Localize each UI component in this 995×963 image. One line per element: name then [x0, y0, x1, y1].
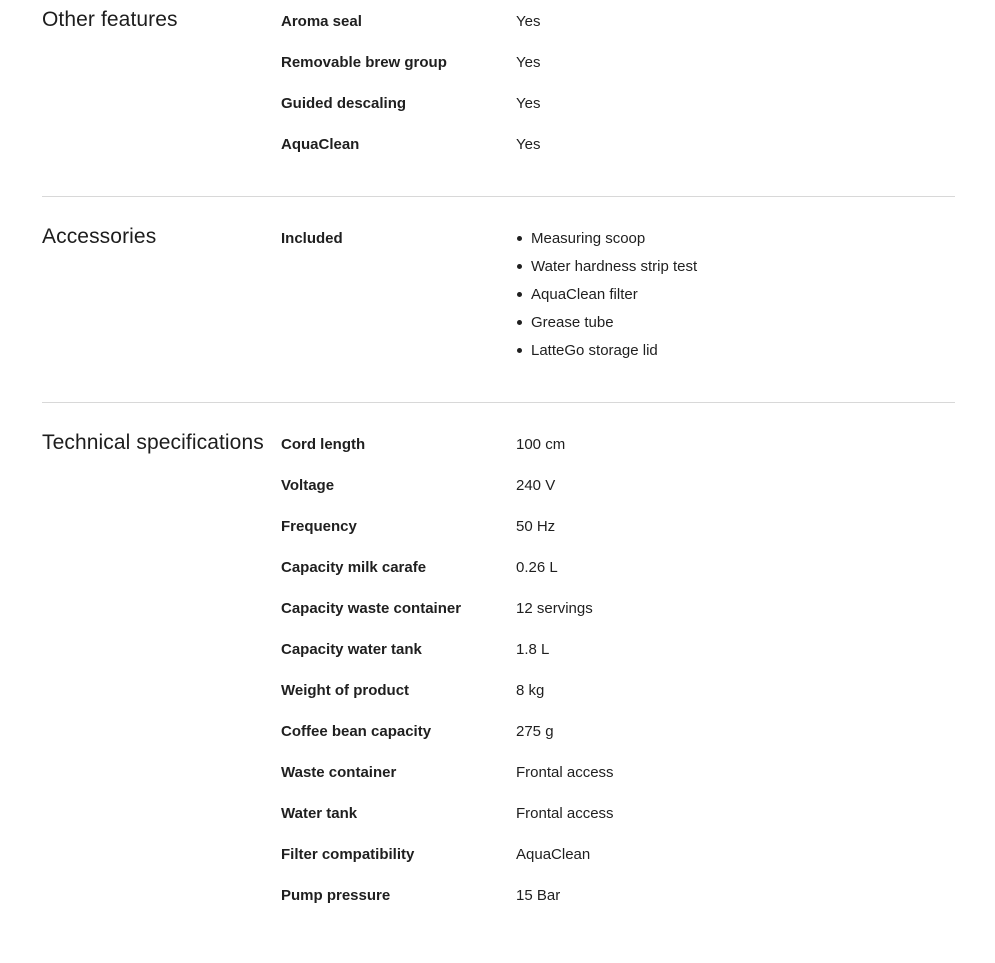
- spec-label: Pump pressure: [281, 887, 391, 904]
- spec-value: AquaClean: [516, 846, 591, 863]
- spec-value: 1.8 L: [516, 641, 550, 658]
- spec-row: [281, 135, 955, 154]
- spec-value: Frontal access: [516, 764, 614, 781]
- list-item: [516, 229, 955, 248]
- section-other-features: [42, 0, 955, 196]
- spec-label: Cord length: [281, 436, 366, 453]
- list-item-label: LatteGo storage lid: [531, 342, 658, 359]
- spec-value: Yes: [516, 95, 541, 112]
- spec-label: Capacity water tank: [281, 641, 422, 658]
- spec-value: Yes: [516, 13, 541, 30]
- spec-rows: [281, 12, 955, 154]
- spec-value: [516, 229, 955, 360]
- spec-row: [281, 763, 955, 782]
- spec-label: Capacity milk carafe: [281, 559, 427, 576]
- spec-value: 12 servings: [516, 600, 593, 617]
- spec-rows: [281, 229, 955, 360]
- bullet-icon: [517, 264, 522, 269]
- section-title-other-features: Other features: [42, 8, 178, 31]
- bullet-icon: [517, 292, 522, 297]
- spec-row: [281, 599, 955, 618]
- spec-row: [281, 722, 955, 741]
- list-item-label: AquaClean filter: [531, 286, 638, 303]
- spec-label: Weight of product: [281, 682, 410, 699]
- spec-row: [281, 681, 955, 700]
- bullet-icon: [517, 320, 522, 325]
- spec-value: 240 V: [516, 477, 556, 494]
- spec-value: 8 kg: [516, 682, 545, 699]
- spec-row: [281, 804, 955, 823]
- section-title-accessories: Accessories: [42, 225, 157, 248]
- spec-row: [281, 476, 955, 495]
- spec-label: Filter compatibility: [281, 846, 415, 863]
- list-item-label: Grease tube: [531, 314, 614, 331]
- spec-value: Frontal access: [516, 805, 614, 822]
- spec-row: [281, 845, 955, 864]
- spec-value: 275 g: [516, 723, 554, 740]
- spec-label: Removable brew group: [281, 54, 447, 71]
- list-item-label: Water hardness strip test: [531, 258, 698, 275]
- section-title-technical-specifications: Technical specifications: [42, 431, 264, 454]
- spec-label: Capacity waste container: [281, 600, 462, 617]
- list-item: [516, 313, 955, 332]
- spec-label: Voltage: [281, 477, 335, 494]
- spec-rows: [281, 435, 955, 905]
- list-item-label: Measuring scoop: [531, 230, 646, 247]
- spec-label: Included: [281, 230, 343, 247]
- spec-row: [281, 517, 955, 536]
- spec-label: Water tank: [281, 805, 358, 822]
- bullet-icon: [517, 236, 522, 241]
- spec-label: Waste container: [281, 764, 397, 781]
- spec-value: Yes: [516, 54, 541, 71]
- spec-row: [281, 53, 955, 72]
- spec-label: AquaClean: [281, 136, 360, 153]
- spec-row: [281, 229, 955, 360]
- list-item: [516, 285, 955, 304]
- spec-row: [281, 12, 955, 31]
- section-technical-specifications: [42, 402, 955, 947]
- spec-row: [281, 640, 955, 659]
- list-item: [516, 257, 955, 276]
- spec-label: Coffee bean capacity: [281, 723, 432, 740]
- spec-row: [281, 886, 955, 905]
- spec-value: 100 cm: [516, 436, 566, 453]
- spec-row: [281, 94, 955, 113]
- spec-row: [281, 558, 955, 577]
- spec-label: Guided descaling: [281, 95, 407, 112]
- spec-value: 0.26 L: [516, 559, 558, 576]
- spec-label: Frequency: [281, 518, 357, 535]
- spec-value: 50 Hz: [516, 518, 556, 535]
- bullet-icon: [517, 348, 522, 353]
- list-item: [516, 341, 955, 360]
- spec-value: Yes: [516, 136, 541, 153]
- spec-label: Aroma seal: [281, 13, 362, 30]
- spec-value: 15 Bar: [516, 887, 561, 904]
- spec-row: [281, 435, 955, 454]
- included-accessories-list: [516, 229, 955, 360]
- section-accessories: [42, 196, 955, 402]
